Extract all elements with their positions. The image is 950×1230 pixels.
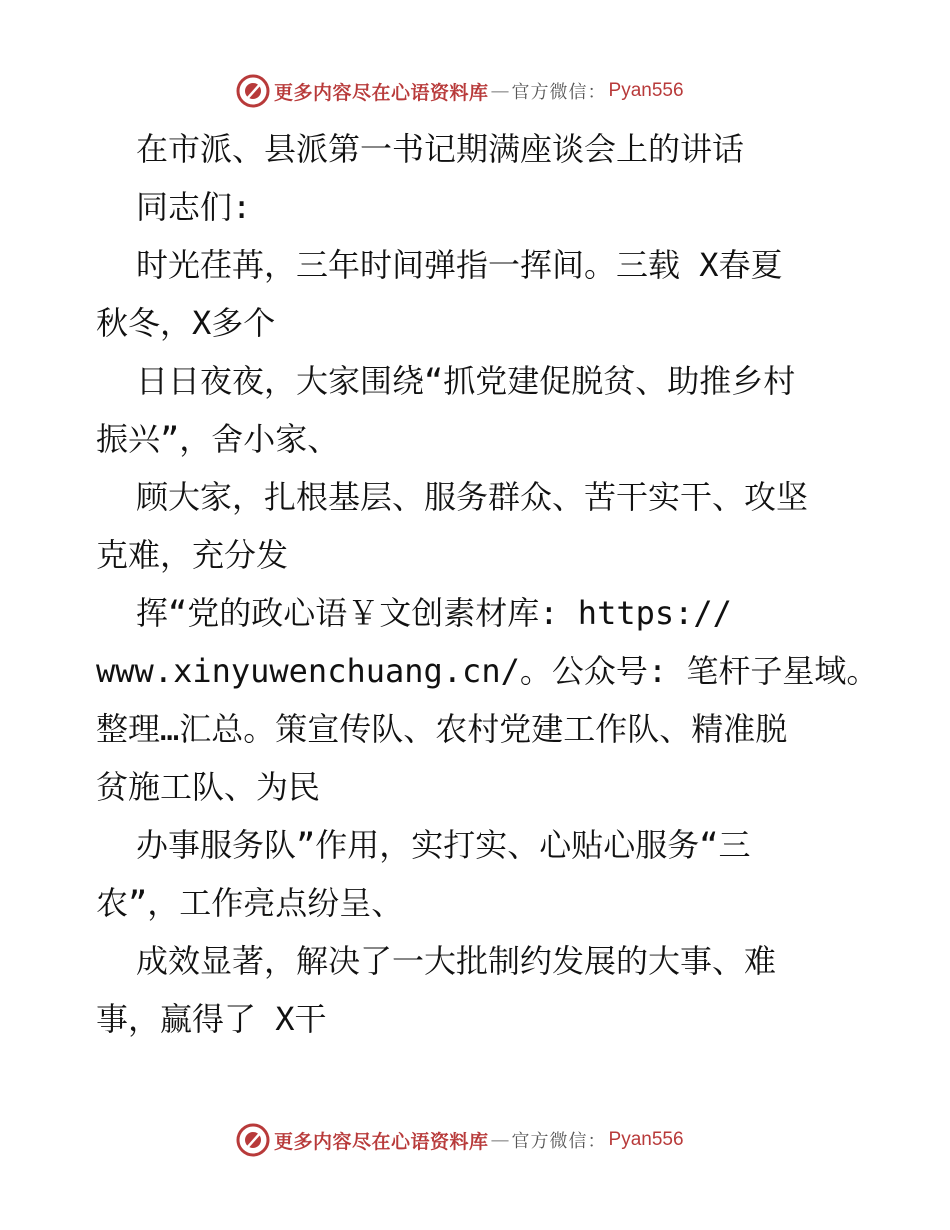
brand-logo-icon (236, 74, 270, 108)
brand-logo-icon (236, 1123, 270, 1157)
paragraph-line: 时光荏苒，三年时间弹指一挥间。三载 X春夏 (136, 246, 783, 284)
paragraph-line: 顾大家，扎根基层、服务群众、苦干实干、攻坚 (136, 478, 809, 516)
footer-wechat-id: Pyan556 (608, 1129, 684, 1150)
header-wechat-id: Pyan556 (608, 80, 684, 101)
paragraph-line: 秋冬，X多个 (96, 304, 276, 342)
paragraph-line: 整理…汇总。策宣传队、农村党建工作队、精准脱 (96, 710, 788, 748)
paragraph-line: 事，赢得了 X干 (96, 1000, 327, 1038)
paragraph-line: 挥“党的政心语￥文创素材库: https:// (136, 594, 732, 632)
paragraph-line: www.xinyuwenchuang.cn/。公众号: 笔杆子星域。 (96, 652, 879, 690)
paragraph-line: 振兴”，舍小家、 (96, 420, 340, 458)
greeting-line: 同志们: (136, 188, 252, 226)
footer-separator: — (490, 1129, 510, 1151)
footer-banner (236, 1121, 684, 1159)
paragraph-line: 贫施工队、为民 (96, 768, 321, 806)
footer-promo-text: 更多内容尽在心语资料库 (274, 1130, 489, 1153)
header-promo-text: 更多内容尽在心语资料库 (274, 81, 489, 104)
document-body (96, 120, 879, 1048)
paragraph-line: 日日夜夜，大家围绕“抓党建促脱贫、助推乡村 (136, 362, 796, 400)
footer-wechat-label: 官方微信： (511, 1131, 607, 1152)
paragraph-line: 成效显著，解决了一大批制约发展的大事、难 (136, 942, 777, 980)
document-title: 在市派、县派第一书记期满座谈会上的讲话 (136, 130, 745, 168)
paragraph-line: 克难，充分发 (96, 536, 289, 574)
header-wechat-label: 官方微信： (511, 82, 607, 103)
paragraph-line: 农”，工作亮点纷呈、 (96, 884, 404, 922)
paragraph-line: 办事服务队”作用，实打实、心贴心服务“三 (136, 826, 751, 864)
header-separator: — (490, 80, 510, 102)
header-banner (236, 72, 684, 110)
